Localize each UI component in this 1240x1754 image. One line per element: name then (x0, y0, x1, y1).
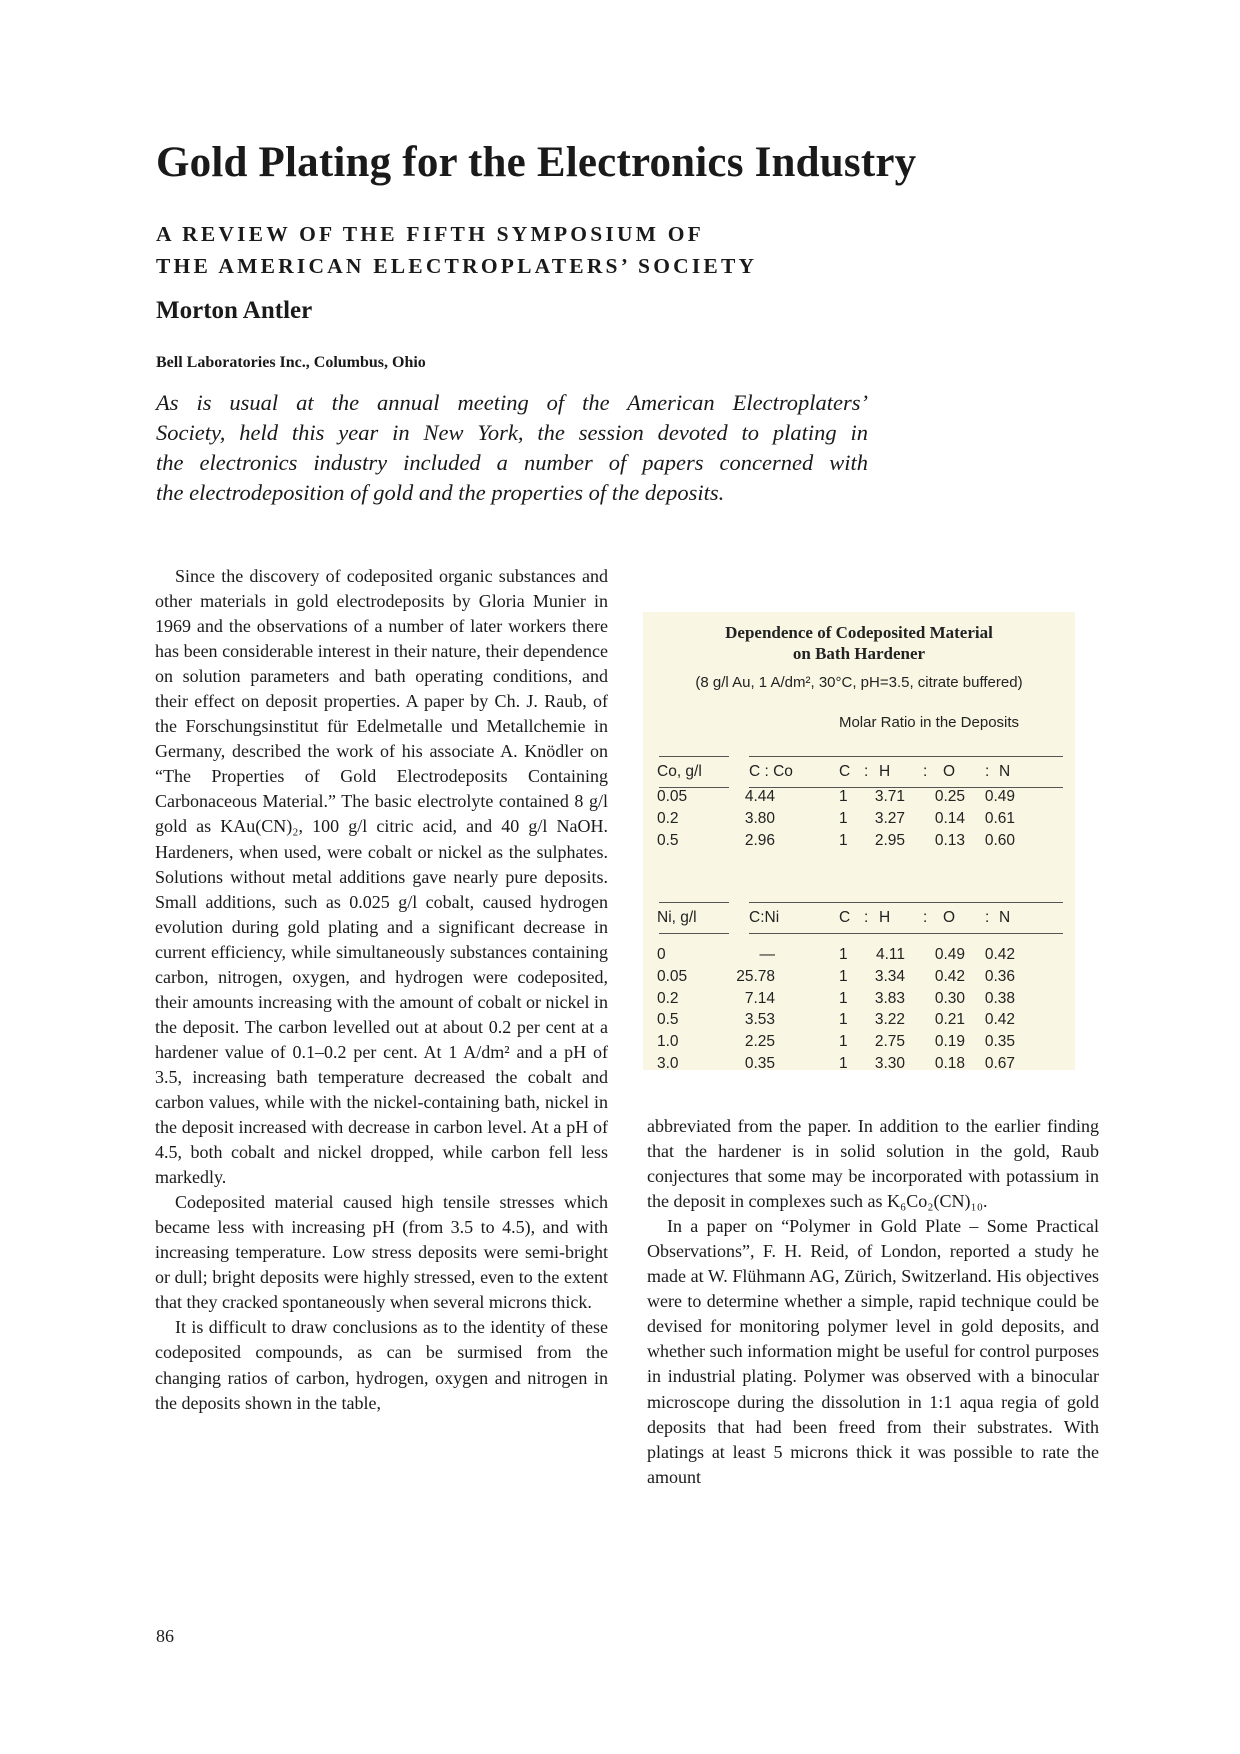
table-conditions: (8 g/l Au, 1 A/dm², 30°C, pH=3.5, citrate buffered) (695, 674, 1023, 691)
table-colon: : (985, 763, 990, 780)
table-rule (749, 933, 1063, 934)
subtitle-line: THE AMERICAN ELECTROPLATERS’ SOCIETY (156, 254, 758, 278)
table-cell: 0.67 (984, 1055, 1015, 1072)
table-cell: 3.27 (874, 810, 905, 827)
table-colon: : (923, 763, 928, 780)
author-affiliation: Bell Laboratories Inc., Columbus, Ohio (156, 354, 426, 371)
table-rule (659, 933, 729, 934)
table-cell: 0.14 (934, 810, 965, 827)
table-cell: 0.49 (934, 946, 965, 963)
table-header-cell: O (943, 763, 956, 780)
table-cell: 0.35 (744, 1055, 775, 1072)
table-title-line: Dependence of Codeposited Material (725, 623, 993, 642)
body-paragraph: Codeposited material caused high tensile stresses which became less with increasing pH (from 3.5 to 4.5), and with increasing temperature. Low stress deposits were semi-bright or dull; bright deposits were highly stressed, even to the extent that they cracked spontaneously when several microns thick. (155, 1192, 608, 1313)
table-cell: 1 (839, 989, 848, 1007)
table-header-cell: C (839, 909, 851, 926)
page-number: 86 (156, 1626, 174, 1646)
table-cell: 1 (839, 1055, 848, 1072)
table-cell: 0.21 (934, 1011, 965, 1029)
abstract (156, 388, 868, 508)
body-paragraph: In a paper on “Polymer in Gold Plate – Some Practical Observations”, F. H. Reid, of London, reported a study he made at W. Flühmann AG, Zürich, Switzerland. His objectives were to determine whether a simple, rapid technique could be devised for monitoring polymer level in gold deposits, and whether such information might be useful for control purposes in industrial plating. Polymer was observed with a binocular microscope during the dissolution in 1:1 aqua regia of gold deposits that had been freed from their substrates. With platings at least 5 microns thick it was possible to rate the amount (647, 1216, 1099, 1487)
table-cell: 0.5 (657, 832, 679, 849)
table-cell: 3.71 (874, 788, 905, 805)
table-cell: 3.0 (657, 1055, 679, 1072)
table-cell: 0.18 (934, 1055, 965, 1072)
table-header-cell: Ni, g/l (657, 909, 697, 926)
author-name: Morton Antler (156, 297, 313, 324)
table-header-cell: C : Co (749, 763, 793, 780)
table-cell: 0.36 (984, 967, 1015, 985)
table-cell: 0.2 (657, 989, 679, 1007)
table-colon: : (864, 909, 869, 926)
table-rule (749, 902, 1063, 903)
table-rule (659, 756, 729, 757)
body-column-right (647, 1114, 1099, 1490)
table-cell: 1 (839, 832, 848, 849)
table-title-line: on Bath Hardener (792, 644, 926, 663)
table-cell: 7.14 (744, 989, 775, 1007)
body-paragraph: Since the discovery of codeposited organic substances and other materials in gold electrodeposits by Gloria Munier in 1969 and the observations of a number of later workers there has been considerable interest in their nature, their dependence on solution parameters and bath operating conditions, and their effect on deposit properties. A paper by Ch. J. Raub, of the Forschungsinstitut für Edelmetalle und Metallchemie in Germany, described the work of his associate A. Knödler on “The Properties of Gold Electrodeposits Containing Carbonaceous Material.” The basic electrolyte contained 8 g/l gold as KAu(CN)₂, 100 g/l citric acid, and 40 g/l NaOH. Hardeners, when used, were cobalt or nickel as the sulphates. Solutions without metal additions gave nearly pure deposits. Small additions, such as 0.025 g/l cobalt, caused hydrogen evolution during gold plating and a significant decrease in current efficiency, while simultaneously substances containing carbon, nitrogen, oxygen, and hydrogen were codeposited, their amounts increasing with the amount of cobalt or nickel in the deposit. The carbon levelled out at about 0.2 per cent at a hardener value of 0.1–0.2 per cent. At 1 A/dm² and a pH of 3.5, increasing bath temperature decreased the cobalt and carbon values, while with the nickel-containing bath, nickel in the deposit increased with decrease in carbon level. At a pH of 4.5, both cobalt and nickel dropped, while carbon fell less markedly. (155, 566, 608, 1188)
table-cell: 1 (839, 967, 848, 985)
table-colon: : (923, 909, 928, 926)
table-cell: 1.0 (657, 1033, 679, 1051)
table-cell: 2.95 (874, 832, 905, 849)
table-cell: 4.11 (875, 946, 905, 963)
table-cell: 2.25 (744, 1033, 775, 1051)
table-cell: 0.61 (984, 810, 1015, 827)
table-rule (749, 756, 1063, 757)
table-cell: 25.78 (736, 967, 775, 985)
table-header-cell: C:Ni (749, 909, 780, 926)
table-colon: : (985, 909, 990, 926)
table-header-cell: N (999, 763, 1011, 780)
table-cell: 0.30 (934, 989, 965, 1007)
table-cell: 0.42 (984, 1011, 1015, 1029)
abstract-line: the electronics industry included a number of papers concerned with (156, 450, 868, 475)
body-column-left (155, 564, 608, 1416)
table-cell: 0.49 (984, 788, 1015, 805)
table-cell: 0.25 (934, 788, 965, 805)
table-cell: 1 (839, 788, 848, 805)
table-cell: 0.19 (934, 1033, 965, 1051)
table-title (643, 622, 1075, 664)
table-cell: 3.30 (874, 1055, 905, 1072)
table-cell: 0.13 (934, 832, 965, 849)
table-header-cell: Co, g/l (657, 763, 702, 780)
table-cell: 3.80 (744, 810, 775, 827)
table-cell: 0.5 (657, 1011, 679, 1029)
table-colon: : (864, 763, 869, 780)
table-cell: 1 (839, 1033, 848, 1051)
subtitle-line: A REVIEW OF THE FIFTH SYMPOSIUM OF (156, 222, 705, 246)
table-header-cell: N (999, 909, 1011, 926)
table-cell: — (759, 946, 775, 963)
table-cell: 0.35 (984, 1033, 1015, 1051)
table-header-cell: H (879, 909, 891, 926)
abstract-line: the electrodeposition of gold and the properties of the deposits. (156, 480, 725, 505)
abstract-line: Society, held this year in New York, the session devoted to plating in (156, 420, 868, 445)
table-cell: 0.42 (934, 967, 965, 985)
table-cell: 3.22 (874, 1011, 905, 1029)
table-cell: 2.75 (874, 1033, 905, 1051)
table-cell: 0.42 (984, 946, 1015, 963)
table-rule (749, 787, 1063, 788)
table-cell: 0.2 (657, 810, 679, 827)
body-paragraph: abbreviated from the paper. In addition to the earlier finding that the hardener is in solid solution in the gold, Raub conjectures that some may be incorporated with potassium in the deposit in complexes such as K₆Co₂(CN)₁₀. (647, 1116, 1099, 1212)
table-cell: 3.53 (744, 1011, 775, 1029)
article-title: Gold Plating for the Electronics Industry (156, 139, 917, 186)
table-cell: 1 (839, 946, 848, 963)
body-paragraph: It is difficult to draw conclusions as to the identity of these codeposited compounds, as can be surmised from the changing ratios of carbon, hydrogen, oxygen and nitrogen in the deposits shown in the table, (155, 1317, 608, 1413)
data-table (643, 612, 1075, 1070)
article-subtitle (156, 218, 757, 282)
abstract-line: As is usual at the annual meeting of the American Electroplaters’ (156, 390, 868, 415)
table-cell: 3.83 (874, 989, 905, 1007)
table-header-cell: H (879, 763, 891, 780)
table-cell: 3.34 (874, 967, 905, 985)
table-cell: 0 (657, 946, 666, 963)
table-molar-heading: Molar Ratio in the Deposits (838, 714, 1020, 731)
table-cell: 0.05 (657, 967, 688, 985)
table-cell: 0.38 (984, 989, 1015, 1007)
table-header-cell: C (839, 763, 851, 780)
table-cell: 1 (839, 1011, 848, 1029)
table-rule (659, 902, 729, 903)
table-cell: 0.60 (984, 832, 1015, 849)
table-cell: 1 (839, 810, 848, 827)
table-cell: 0.05 (657, 788, 688, 805)
table-cell: 2.96 (744, 832, 775, 849)
table-cell: 4.44 (744, 788, 775, 805)
table-header-cell: O (943, 909, 956, 926)
